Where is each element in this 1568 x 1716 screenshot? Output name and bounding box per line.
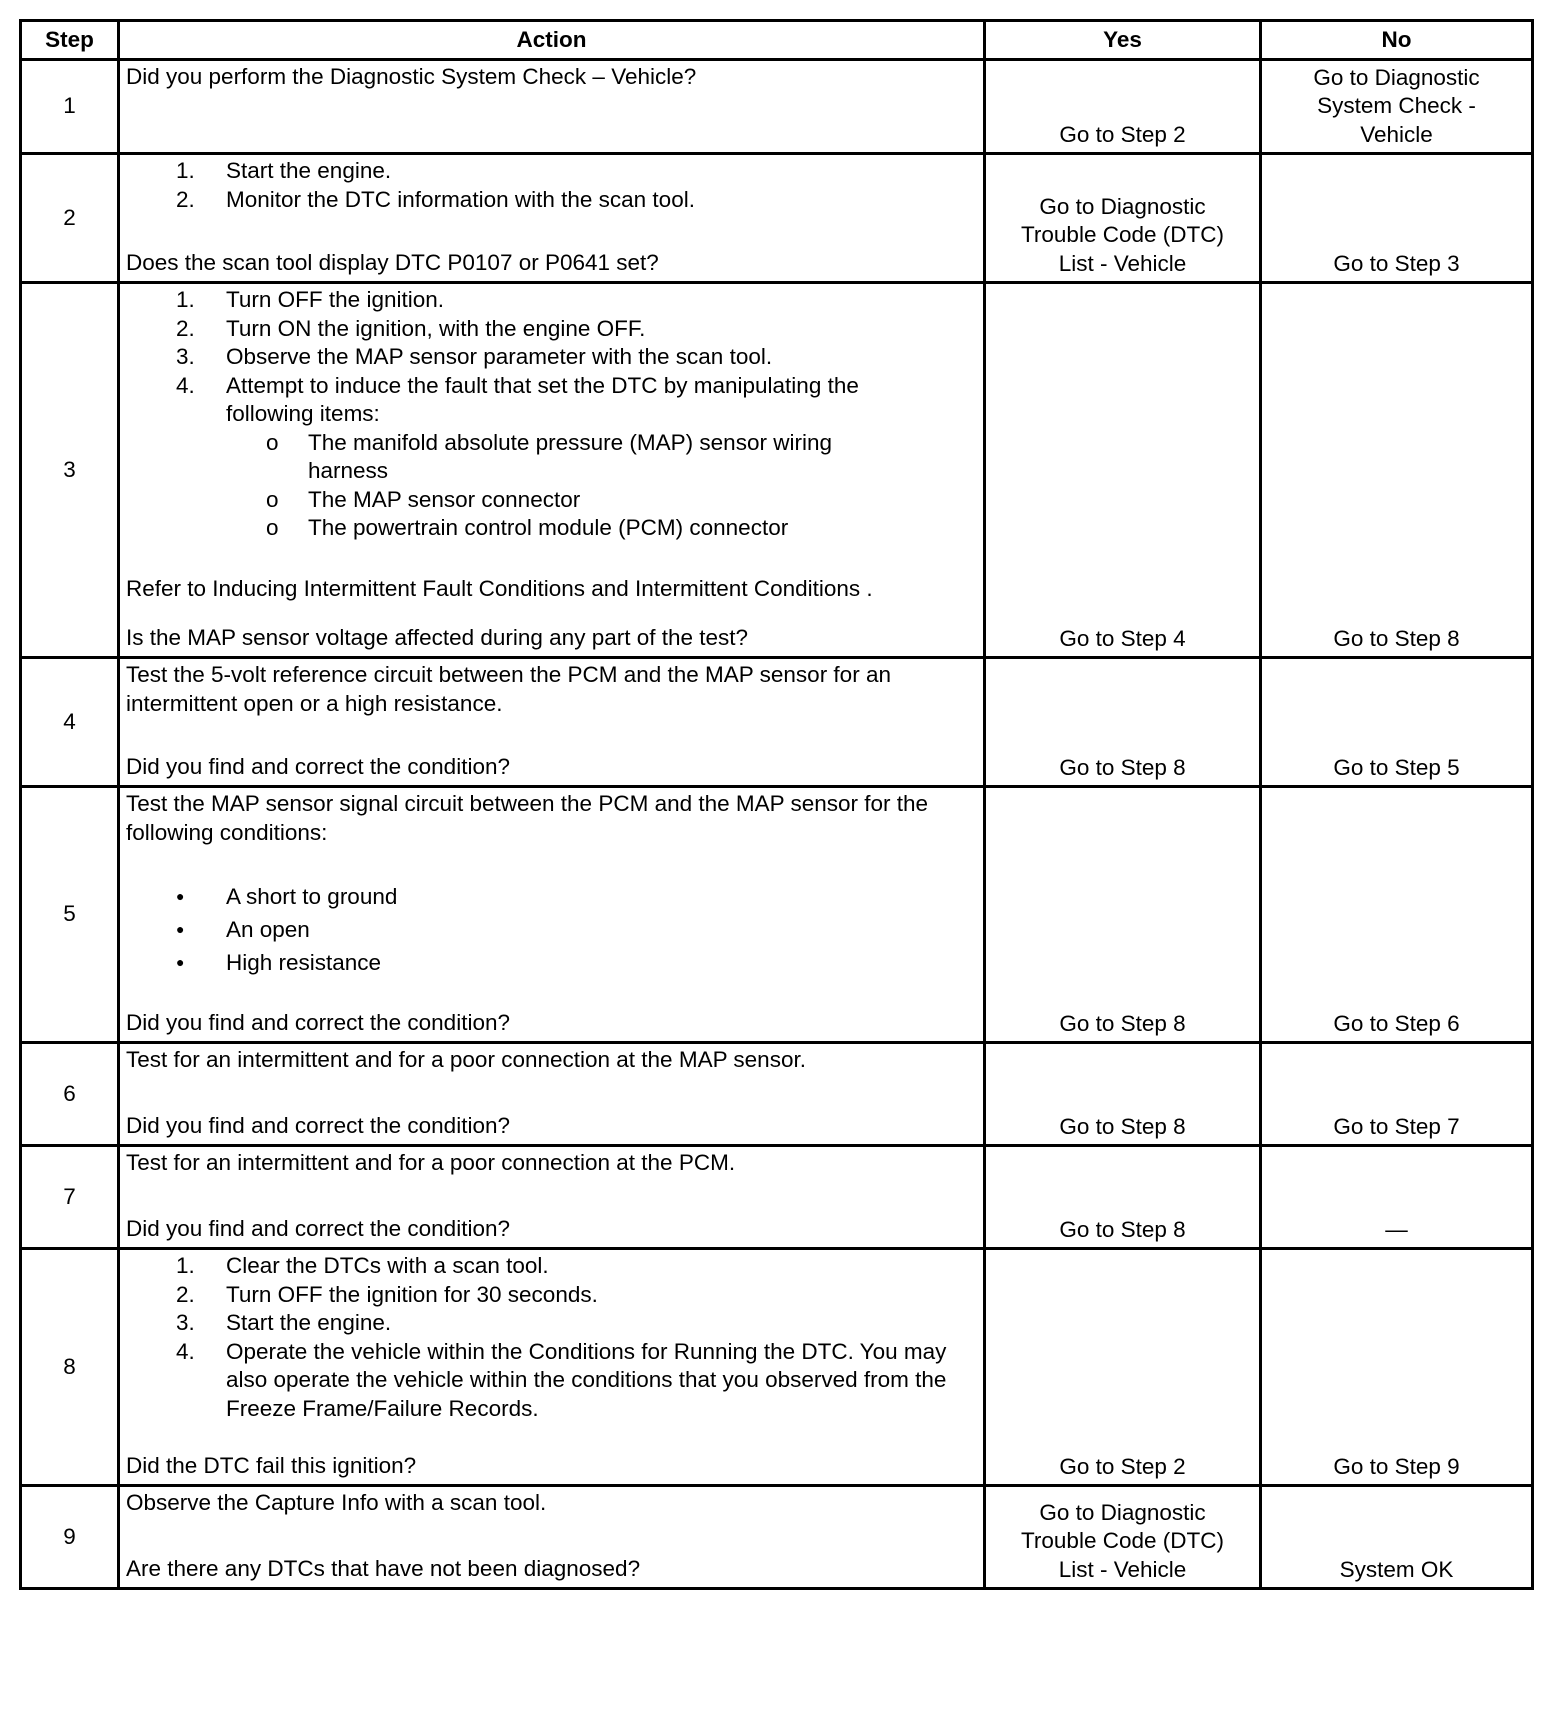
- numbered-list: [126, 157, 979, 214]
- refer-text: Refer to Inducing Intermittent Fault Conditions and Intermittent Conditions .: [126, 575, 873, 601]
- header-yes: Yes: [985, 21, 1261, 60]
- action-cell: [119, 60, 985, 154]
- bullet-item: ● High resistance: [176, 950, 382, 975]
- list-item: 2. Turn ON the ignition, with the engine OFF.: [176, 315, 646, 341]
- list-item: 1. Clear the DTCs with a scan tool.: [176, 1253, 549, 1278]
- numbered-list: [126, 1252, 979, 1423]
- no-cell: Go to Step 8: [1261, 283, 1533, 658]
- question-text: Did you find and correct the condition?: [126, 753, 510, 779]
- table-row: [21, 1249, 1533, 1486]
- action-text: Test for an intermittent and for a poor connection at the MAP sensor.: [126, 1047, 806, 1072]
- diagnostic-table: [19, 19, 1534, 1590]
- action-text: Test the MAP sensor signal circuit between the PCM and the MAP sensor for the following conditions:: [126, 791, 929, 845]
- no-cell: Go to Step 6: [1261, 787, 1533, 1043]
- header-step: Step: [21, 21, 119, 60]
- step-number: 4: [21, 658, 119, 787]
- no-cell: System OK: [1261, 1486, 1533, 1589]
- yes-cell: Go to Step 8: [985, 1043, 1261, 1146]
- action-text: Did you perform the Diagnostic System Check – Vehicle?: [126, 64, 697, 89]
- list-item: 3. Observe the MAP sensor parameter with the scan tool.: [176, 344, 773, 369]
- list-item: 1. Start the engine.: [176, 158, 392, 183]
- action-cell: [119, 1146, 985, 1249]
- list-item: 3. Start the engine.: [176, 1310, 392, 1335]
- no-cell: Go to Step 3: [1261, 154, 1533, 283]
- question-text: Is the MAP sensor voltage affected during any part of the test?: [126, 624, 749, 650]
- action-cell: [119, 283, 985, 658]
- yes-cell: Go to Diagnostic Trouble Code (DTC) List - Vehicle: [985, 1486, 1261, 1589]
- yes-cell: Go to Step 8: [985, 658, 1261, 787]
- list-item: 4. Operate the vehicle within the Conditions for Running the DTC. You may also operate the vehicle within the conditions that you observed from the Freeze Frame/Failure Records.: [176, 1338, 947, 1421]
- table-row: [21, 1146, 1533, 1249]
- action-cell: [119, 787, 985, 1043]
- yes-cell: Go to Step 8: [985, 787, 1261, 1043]
- step-number: 9: [21, 1486, 119, 1589]
- sub-list-item: o The powertrain control module (PCM) connector: [266, 515, 789, 540]
- table-row: [21, 1043, 1533, 1146]
- sub-list: [126, 429, 979, 543]
- yes-cell: Go to Step 4: [985, 283, 1261, 658]
- yes-cell: Go to Step 2: [985, 1249, 1261, 1486]
- yes-cell: Go to Step 8: [985, 1146, 1261, 1249]
- sub-list-item: o The manifold absolute pressure (MAP) sensor wiring harness: [266, 429, 832, 483]
- step-number: 5: [21, 787, 119, 1043]
- question-text: Did you find and correct the condition?: [126, 1215, 510, 1241]
- list-item: 1. Turn OFF the ignition.: [176, 287, 445, 312]
- action-text: Observe the Capture Info with a scan tool.: [126, 1490, 547, 1515]
- numbered-list: [126, 286, 979, 429]
- question-text: Are there any DTCs that have not been diagnosed?: [126, 1555, 641, 1581]
- table-row: [21, 658, 1533, 787]
- question-text: Did the DTC fail this ignition?: [126, 1452, 417, 1478]
- action-cell: [119, 1249, 985, 1486]
- list-item: 2. Monitor the DTC information with the scan tool.: [176, 186, 695, 212]
- header-action: Action: [119, 21, 985, 60]
- list-item: 4. Attempt to induce the fault that set the DTC by manipulating the following items:: [176, 372, 859, 426]
- step-number: 2: [21, 154, 119, 283]
- table-row: [21, 787, 1533, 1043]
- question-text: Does the scan tool display DTC P0107 or P0641 set?: [126, 249, 659, 275]
- no-cell: Go to Step 9: [1261, 1249, 1533, 1486]
- table-row: [21, 283, 1533, 658]
- action-cell: [119, 1486, 985, 1589]
- header-row: [21, 21, 1533, 60]
- bullet-list: [126, 880, 979, 979]
- table-row: [21, 60, 1533, 154]
- no-cell: —: [1261, 1146, 1533, 1249]
- step-number: 7: [21, 1146, 119, 1249]
- bullet-item: ● An open: [176, 917, 310, 942]
- no-cell: Go to Diagnostic System Check - Vehicle: [1261, 60, 1533, 154]
- table-row: [21, 154, 1533, 283]
- action-cell: [119, 658, 985, 787]
- yes-cell: Go to Diagnostic Trouble Code (DTC) List - Vehicle: [985, 154, 1261, 283]
- table-row: [21, 1486, 1533, 1589]
- step-number: 8: [21, 1249, 119, 1486]
- no-cell: Go to Step 5: [1261, 658, 1533, 787]
- action-cell: [119, 1043, 985, 1146]
- action-cell: [119, 154, 985, 283]
- action-text: Test the 5-volt reference circuit between the PCM and the MAP sensor for an intermittent open or a high resistance.: [126, 662, 891, 716]
- action-text: Test for an intermittent and for a poor connection at the PCM.: [126, 1150, 736, 1175]
- step-number: 1: [21, 60, 119, 154]
- list-item: 2. Turn OFF the ignition for 30 seconds.: [176, 1281, 598, 1307]
- question-text: Did you find and correct the condition?: [126, 1112, 510, 1138]
- step-number: 6: [21, 1043, 119, 1146]
- sub-list-item: o The MAP sensor connector: [266, 486, 581, 512]
- question-text: Did you find and correct the condition?: [126, 1009, 510, 1035]
- header-no: No: [1261, 21, 1533, 60]
- yes-cell: Go to Step 2: [985, 60, 1261, 154]
- bullet-item: ● A short to ground: [176, 884, 398, 909]
- no-cell: Go to Step 7: [1261, 1043, 1533, 1146]
- step-number: 3: [21, 283, 119, 658]
